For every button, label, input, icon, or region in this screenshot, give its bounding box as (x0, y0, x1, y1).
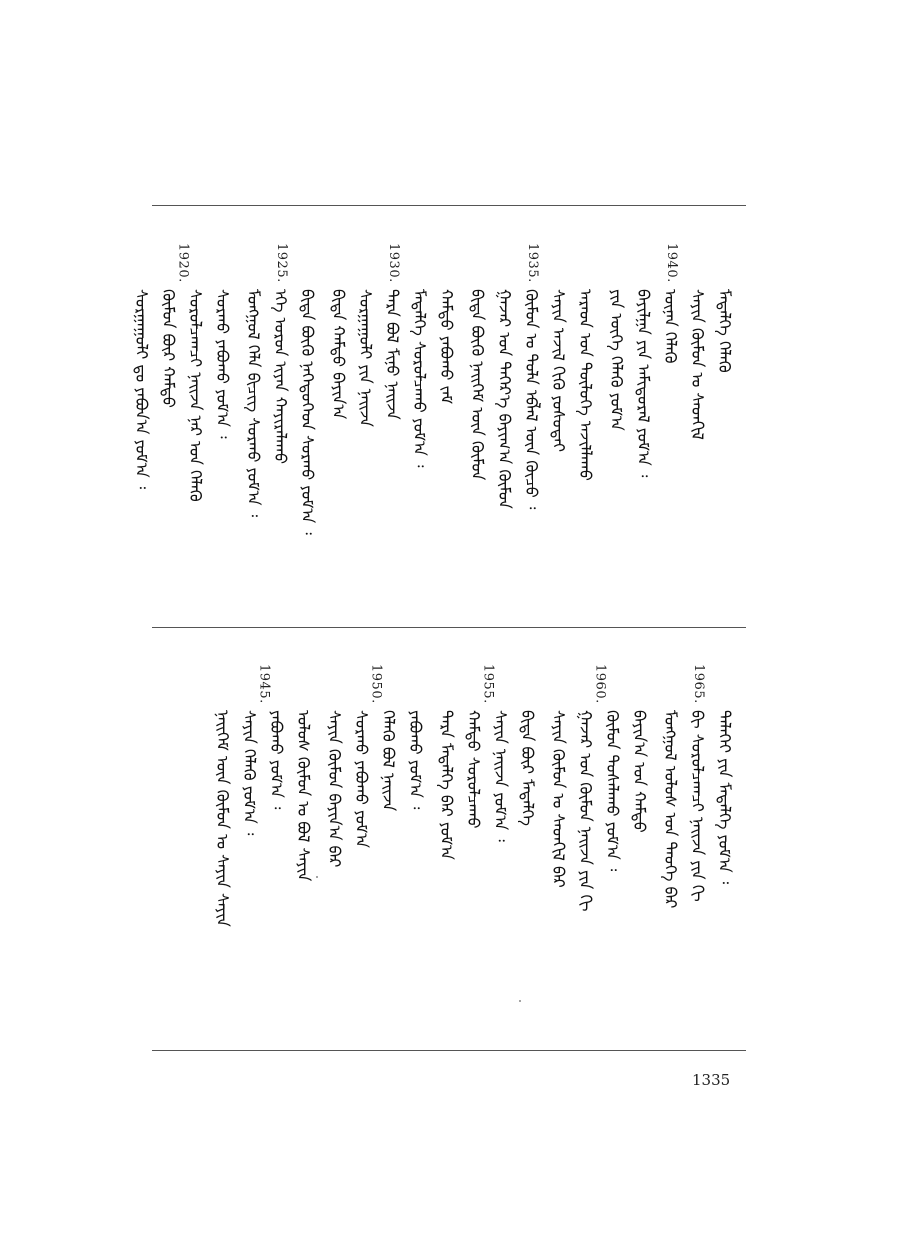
entry-lines (658, 710, 739, 908)
script-line: ᠬᠠᠮᠲᠤ ᠰᠤᠷᠤᠯᠴᠠᠬᠤ (464, 709, 483, 829)
script-line: ᠡᠬᠡ ᠣᠷᠤᠨ ᠢᠶᠠᠨ ᠬᠠᠶᠢᠷᠠᠯᠠᠬᠤ (271, 288, 290, 464)
script-line: ᠶᠢᠨ ᠦᠭᠡ ᠬᠡᠯᠡᠬᠦ ᠶᠤᠮ᠎ᠠ (607, 288, 626, 431)
script-line: ᠬᠡᠯᠡᠬᠦ ᠪᠤᠯ ᠨᠠᠢᠵᠠ (379, 709, 398, 811)
script-line: ᠰᠤᠷᠭᠠᠭᠤᠯᠢ ᠳᠤ ᠶᠠᠪᠤᠨ᠎ᠠ ᠶᠤᠮ᠎ᠠ ᠄ (132, 288, 151, 489)
script-line: ᠰᠤᠷᠤᠯᠴᠠᠭᠴᠢ ᠨᠠᠢᠵᠠ ᠨᠠᠷ ᠤᠨ ᠬᠡᠯᠡᠬᠦ (186, 288, 205, 502)
year-entry (326, 243, 461, 467)
scan-speck (519, 1000, 521, 1002)
script-line: ᠰᠠᠶᠢᠨ ᠬᠡᠯᠡᠬᠦ ᠶᠤᠮ᠎ᠠ ᠄ (240, 709, 259, 836)
year-label: 1935. (525, 243, 540, 283)
year-label: 1945. (256, 664, 272, 704)
script-line: ᠪᠠᠶᠢᠨ᠎ᠠ ᠤᠨ ᠬᠠᠮᠲᠤ (630, 709, 649, 833)
script-line: ᠰᠤᠷᠬᠤ ᠶᠠᠪᠤᠬᠤ ᠶᠤᠮ᠎ᠠ (352, 709, 371, 848)
entry-lines (129, 289, 237, 502)
script-line: ᠨᠡᠢᠭᠡᠮ ᠦᠨ ᠬᠦᠮᠦᠨ ᠤ ᠰᠠᠶᠢᠨ ᠰᠠᠶᠢᠨ (213, 709, 232, 927)
script-line: ᠳᠡᠯᠡᠬᠡᠢ ᠶᠢᠨ ᠮᠡᠳᠡᠯᠭᠡ ᠶᠤᠮ᠎ᠠ ᠄ (715, 709, 734, 884)
script-line: ᠶᠠᠪᠤᠬᠤ ᠶᠤᠮ᠎ᠠ ᠄ (267, 709, 286, 810)
year-label: 1940. (664, 243, 679, 283)
year-entry (434, 664, 542, 860)
script-line: ᠬᠠᠮᠲᠤ ᠶᠠᠪᠤᠬᠤ ᠵᠠᠮ (437, 288, 456, 404)
script-line: ᠪᠢᠳᠡ ᠪᠦᠬᠦ ᠨᠡᠢᠭᠡᠮ ᠦᠨ ᠬᠦᠮᠦᠨ (468, 288, 487, 481)
script-line: ᠰᠠᠶᠢᠨ ᠠᠵᠢᠯ ᠬᠢᠬᠦ ᠶᠤᠰᠤᠲᠠᠢ (549, 288, 568, 452)
year-label: 1950. (368, 664, 384, 704)
entry-lines (241, 289, 322, 535)
year-label: 1930. (386, 243, 401, 283)
script-line: ᠮᠡᠳᠡᠯᠭᠡ ᠬᠡᠯᠡᠬᠦ (715, 288, 734, 373)
script-line: ᠭᠠᠵᠠᠷ ᠤᠨ ᠬᠦᠮᠦᠨ ᠨᠠᠢᠵᠠ ᠶᠢᠨ ᠬᠢ (576, 709, 595, 912)
middle-rule (152, 627, 746, 628)
year-entry (604, 243, 739, 477)
script-line: ᠰᠠᠶᠢᠨ ᠬᠦᠮᠦᠨ ᠤ ᠰᠡᠳᠬᠢᠯ (688, 288, 707, 440)
script-line: ᠲᠡᠷᠡ ᠪᠤᠯ ᠮᠢᠨᠦ ᠨᠠᠢᠵᠠ (383, 288, 402, 420)
script-line: ᠰᠤᠷᠬᠤ ᠶᠠᠪᠤᠬᠤ ᠶᠤᠮ᠎ᠠ ᠄ (213, 288, 232, 439)
year-label: 1925. (274, 243, 289, 283)
year-entry (546, 664, 654, 911)
script-line: ᠦᠨᠡᠨ ᠬᠡᠯᠡᠬᠦ (661, 288, 680, 364)
script-line: ᠰᠠᠶᠢᠨ ᠬᠦᠮᠦᠨ ᠤ ᠰᠡᠳᠬᠢᠯ ᠪᠠᠷ (549, 709, 568, 888)
top-rule (152, 205, 746, 206)
year-entry (322, 664, 430, 867)
script-line: ᠰᠠᠶᠢᠨ ᠨᠠᠢᠵᠠ ᠶᠤᠮ᠎ᠠ ᠄ (491, 709, 510, 842)
entry-lines (546, 710, 654, 911)
script-line: ᠭᠠᠵᠠᠷ ᠤᠨ ᠳᠡᠭᠡᠷ᠎ᠡ ᠪᠠᠶᠢᠭ᠎ᠠ ᠬᠦᠮᠦᠨ (495, 288, 514, 509)
entry-lines (604, 289, 739, 477)
script-line: ᠬᠦᠮᠦᠨ ᠪᠦᠷ ᠬᠠᠮᠲᠤ (159, 288, 178, 408)
script-line: ᠶᠠᠪᠤᠬᠤ ᠶᠤᠮ᠎ᠠ ᠄ (406, 709, 425, 810)
scan-speck (316, 876, 318, 878)
lower-section (180, 664, 739, 1034)
script-line: ᠠᠷᠠᠳ ᠤᠨ ᠲᠦᠯᠦᠭᠡ ᠠᠵᠢᠯᠯᠠᠬᠤ (576, 288, 595, 481)
year-entry (241, 243, 322, 535)
entry-lines (322, 710, 430, 867)
script-line: ᠰᠠᠶᠢᠨ ᠬᠦᠮᠦᠨ ᠪᠠᠶᠢᠨ᠎ᠠ ᠪᠠᠷ (325, 709, 344, 868)
script-line: ᠤᠯᠤᠰ ᠬᠦᠮᠦᠨ ᠤ ᠪᠤᠯ ᠰᠠᠶᠢᠨ (294, 709, 313, 881)
entry-lines (434, 710, 542, 860)
script-line: ᠪᠢ ᠰᠤᠷᠤᠯᠴᠠᠭᠴᠢ ᠨᠠᠢᠵᠠ ᠶᠢᠨ ᠬᠢ (688, 709, 707, 902)
year-label: 1965. (691, 664, 706, 704)
script-line: ᠮᠣᠩᠭᠣᠯ ᠤᠯᠤᠰ ᠤᠨ ᠲᠡᠦᠬᠡ ᠪᠠᠷ (661, 709, 680, 909)
script-line: ᠪᠢᠳᠡ ᠪᠦᠷ ᠮᠡᠳᠡᠯᠭᠡ (518, 709, 537, 826)
script-line: ᠪᠢᠳᠡ ᠪᠦᠬᠦ ᠨᠡᠭᠡᠳᠦᠭᠡᠳ ᠰᠤᠷᠬᠤ ᠶᠤᠮ᠎ᠠ ᠄ (298, 288, 317, 535)
year-entry (129, 243, 237, 501)
entry-lines (326, 289, 461, 467)
script-line: ᠮᠣᠩᠭᠣᠯ ᠬᠡᠯᠡ ᠪᠢᠴᠢᠭ ᠰᠤᠷᠬᠤ ᠶᠤᠮ᠎ᠠ ᠄ (244, 288, 263, 517)
script-line: ᠰᠤᠷᠭᠠᠭᠤᠯᠢ ᠶᠢᠨ ᠨᠠᠢᠵᠠ (356, 288, 375, 427)
entry-lines (210, 710, 318, 927)
year-label: 1960. (592, 664, 608, 704)
script-line: ᠪᠢᠳᠡ ᠬᠠᠮᠲᠤ ᠪᠠᠶᠢᠨ᠎ᠠ (329, 288, 348, 419)
year-entry (658, 664, 739, 908)
script-line: ᠬᠦᠮᠦᠨ ᠤ ᠲᠤᠯᠠ ᠡᠪᠯᠡᠯ ᠦᠨ ᠬᠦᠴᠦ ᠄ (522, 288, 541, 510)
upper-section (132, 243, 739, 613)
bottom-rule (152, 1050, 746, 1051)
script-line: ᠬᠦᠮᠦᠨ ᠲᠤᠰᠠᠯᠠᠬᠤ ᠶᠤᠮ᠎ᠠ ᠄ (603, 709, 622, 871)
year-entry (465, 243, 600, 509)
entry-lines (465, 289, 600, 509)
page-number: 1335 (692, 1071, 731, 1089)
year-label: 1920. (175, 243, 191, 283)
script-line: ᠮᠡᠳᠡᠯᠭᠡ ᠰᠤᠷᠤᠯᠴᠠᠬᠤ ᠶᠤᠮ᠎ᠠ ᠄ (410, 288, 429, 468)
script-line: ᠪᠠᠶᠢᠯᠭᠠ ᠶᠢᠨ ᠠᠮᠢᠳᠤᠷᠠᠯ ᠶᠤᠮ᠎ᠠ ᠄ (634, 288, 653, 478)
script-line: ᠲᠡᠷᠡ ᠮᠡᠳᠡᠯᠭᠡ ᠪᠠᠷ ᠶᠤᠮ᠎ᠠ (437, 709, 456, 860)
year-label: 1955. (480, 664, 496, 704)
year-entry (210, 664, 318, 927)
